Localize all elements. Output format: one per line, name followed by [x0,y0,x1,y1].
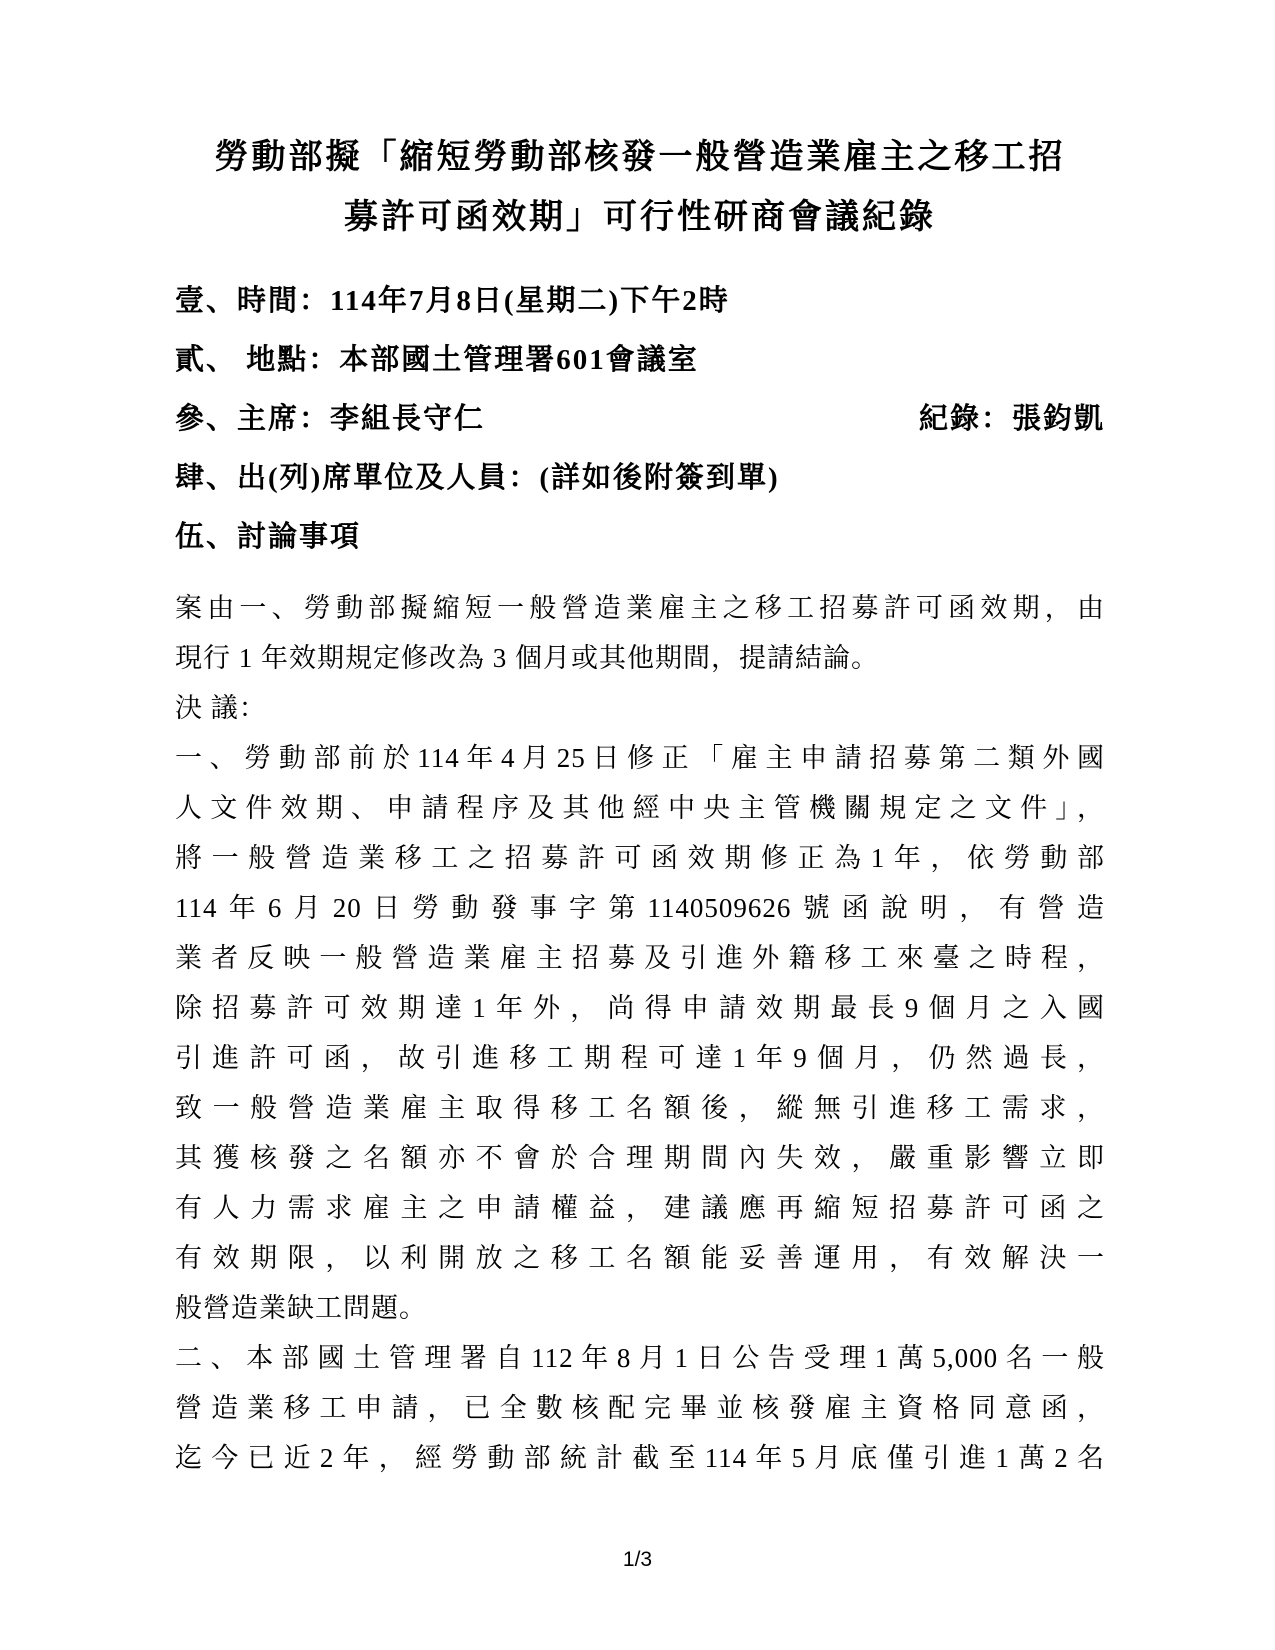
resolution-item-2-line-1: 二、本部國土管理署自112年8月1日公告受理1萬5,000名一般 [175,1343,1105,1373]
resolution-item-1-line-6: 除招募許可效期達1年外，尚得申請效期最長9個月之入國 [175,993,1105,1023]
resolution-item-1-line-1: 一、勞動部前於114年4月25日修正「雇主申請招募第二類外國 [175,743,1105,773]
meta-place: 貳、 地點：本部國土管理署601會議室 [175,344,699,376]
resolution-item-1-line-10: 有人力需求雇主之申請權益，建議應再縮短招募許可函之 [175,1193,1105,1223]
resolution-label: 決 議： [175,693,267,723]
meta-recorder: 紀錄：張鈞凱 [918,403,1105,435]
document-title-line-2: 募許可函效期」可行性研商會議紀錄 [344,199,936,236]
meeting-meta [175,272,1105,567]
discussion-body [175,583,1105,1483]
discussion-heading: 伍、討論事項 [175,521,362,553]
resolution-item-1-line-8: 致一般營造業雇主取得移工名額後，縱無引進移工需求， [175,1093,1105,1123]
resolution-item-1-line-7: 引進許可函，故引進移工期程可達1年9個月，仍然過長， [175,1043,1105,1073]
meta-attendees: 肆、出(列)席單位及人員：(詳如後附簽到單) [175,462,780,494]
case-line-2: 現行 1 年效期規定修改為 3 個月或其他期間，提請結論。 [175,643,879,673]
case-line-1: 案由一、勞動部擬縮短一般營造業雇主之移工招募許可函效期，由 [175,593,1105,623]
resolution-item-1-line-2: 人文件效期、申請程序及其他經中央主管機關規定之文件」， [175,793,1105,823]
meta-time: 壹、時間：114年7月8日(星期二)下午2時 [175,285,730,317]
meta-chair-row [175,390,1105,449]
resolution-item-1-line-11: 有效期限，以利開放之移工名額能妥善運用，有效解決一 [175,1243,1105,1273]
document-title [175,128,1105,248]
resolution-item-2-line-3: 迄今已近2年，經勞動部統計截至114年5月底僅引進1萬2名 [175,1443,1105,1473]
resolution-item-2-line-2: 營造業移工申請，已全數核配完畢並核發雇主資格同意函， [175,1393,1105,1423]
resolution-item-1-line-5: 業者反映一般營造業雇主招募及引進外籍移工來臺之時程， [175,943,1105,973]
resolution-item-1-line-4: 114年6月20日勞動發事字第1140509626號函說明，有營造 [175,893,1105,923]
meta-chair: 參、主席：李組長守仁 [175,403,486,435]
document-title-line-1: 勞動部擬「縮短勞動部核發一般營造業雇主之移工招 [214,139,1066,176]
page-number: 1/3 [622,1548,653,1571]
resolution-item-1-line-12: 般營造業缺工問題。 [175,1293,427,1323]
resolution-item-1-line-3: 將一般營造業移工之招募許可函效期修正為1年，依勞動部 [175,843,1105,873]
resolution-item-1-line-9: 其獲核發之名額亦不會於合理期間內失效，嚴重影響立即 [175,1143,1105,1173]
